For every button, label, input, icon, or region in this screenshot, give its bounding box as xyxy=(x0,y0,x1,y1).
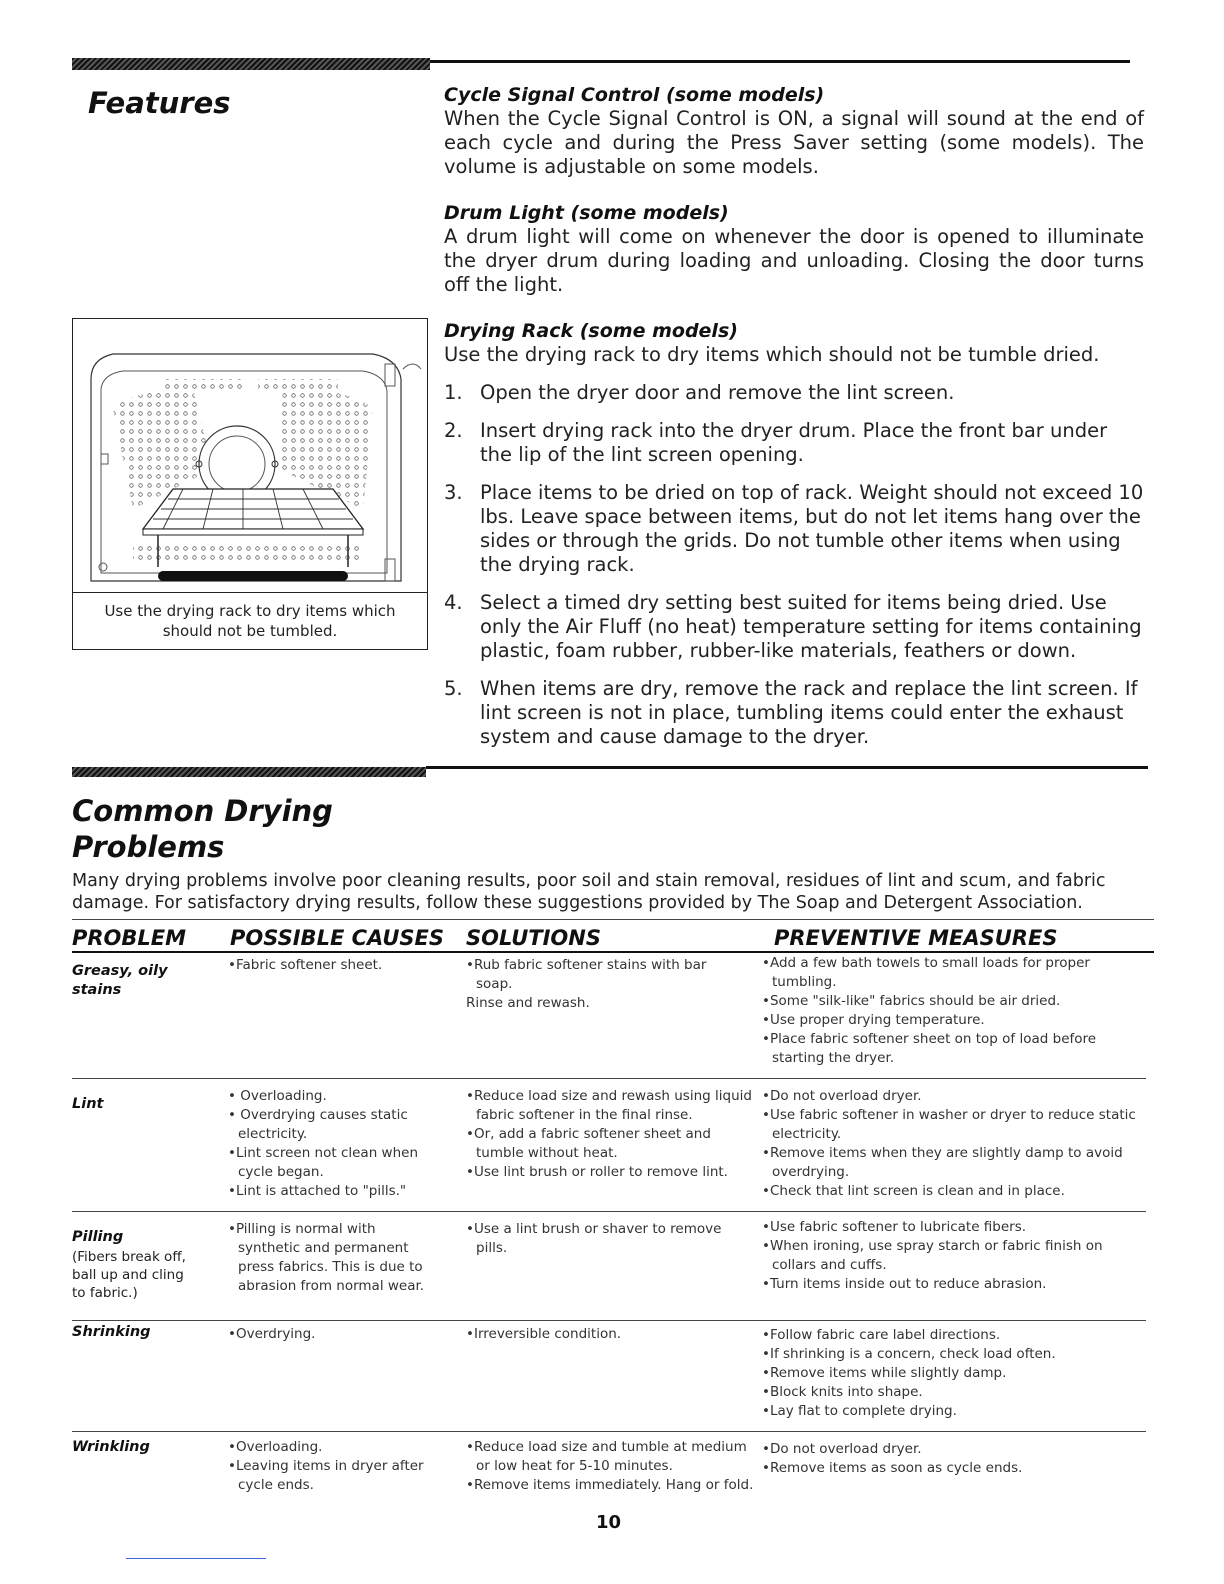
solutions-cell: •Irreversible condition. xyxy=(466,1326,622,1342)
cycle-signal-body: When the Cycle Signal Control is ON, a signal will sound at the end of each cycle and during the Press Saver setting (some models). The volume is adjustable on some models. xyxy=(444,107,1144,178)
causes-cell: • Overloading. • Overdrying causes static electricity. •Lint screen not clean when cycle began. •Lint is attached to "pills." xyxy=(228,1088,419,1199)
header-solutions: SOLUTIONS xyxy=(466,926,601,950)
causes-cell: •Overdrying. xyxy=(228,1326,316,1342)
step-item: 3. Place items to be dried on top of rack. Weight should not exceed 10 lbs. Leave space between items, but do not let items hang over the sides or through the grids. Do not tumble other items when using the drying rack. xyxy=(444,481,1144,576)
bottom-link-line xyxy=(126,1558,266,1559)
preventive-cell: •Use fabric softener to lubricate fibers. •When ironing, use spray starch or fabric finish on collars and cuffs. •Turn items inside out to reduce abrasion. xyxy=(762,1219,1103,1292)
drying-rack-figure xyxy=(72,318,428,650)
header-rule xyxy=(72,951,1154,953)
drying-rack-heading: Drying Rack (some models) xyxy=(444,320,738,342)
middle-rule-bar xyxy=(72,767,426,777)
problems-title-line1: Common Drying xyxy=(72,794,333,828)
table-row xyxy=(72,1436,1154,1516)
problem-cell: Pilling xyxy=(72,1229,124,1245)
problem-cell: Greasy, oily stains xyxy=(72,963,168,998)
table-row xyxy=(72,1085,1154,1205)
problems-intro: Many drying problems involve poor cleaning results, poor soil and stain removal, residues of lint and scum, and fabric damage. For satisfactory drying results, follow these suggestions provided by The Soap and Detergent Association. xyxy=(72,871,1106,913)
row-divider xyxy=(72,1431,1146,1432)
figure-caption: Use the drying rack to dry items which should not be tumbled. xyxy=(73,592,427,649)
drying-rack-steps xyxy=(444,381,1144,749)
preventive-cell: •Add a few bath towels to small loads for proper tumbling. •Some "silk-like" fabrics should be air dried. •Use proper drying temperature. •Place fabric softener sheet on top of load before starting the dryer. xyxy=(762,955,1097,1066)
drum-light-heading: Drum Light (some models) xyxy=(444,202,729,224)
dryer-drum-illustration xyxy=(73,319,427,609)
table-row xyxy=(72,1323,1154,1423)
page-number: 10 xyxy=(596,1512,622,1533)
header-problem: PROBLEM xyxy=(72,926,187,950)
solutions-cell: •Rub fabric softener stains with bar soap. Rinse and rewash. xyxy=(466,957,707,1011)
middle-rule-line xyxy=(426,766,1148,769)
problem-cell: Shrinking xyxy=(72,1324,151,1340)
top-rule-line xyxy=(430,60,1130,63)
preventive-cell: •Do not overload dryer. •Remove items as soon as cycle ends. xyxy=(762,1441,1023,1476)
header-causes: POSSIBLE CAUSES xyxy=(230,926,444,950)
drying-rack-body: Use the drying rack to dry items which should not be tumble dried. xyxy=(444,343,1100,366)
table-row xyxy=(72,954,1154,1074)
row-divider xyxy=(72,1211,1146,1212)
problem-cell: Lint xyxy=(72,1096,104,1112)
problems-title-line2: Problems xyxy=(72,830,225,864)
causes-cell: •Overloading. •Leaving items in dryer after cycle ends. xyxy=(228,1439,424,1493)
features-column xyxy=(444,84,1144,763)
solutions-cell: •Reduce load size and tumble at medium or low heat for 5-10 minutes. •Remove items immediately. Hang or fold. xyxy=(466,1439,754,1493)
step-item: 4. Select a timed dry setting best suited for items being dried. Use only the Air Fluff (no heat) temperature setting for items containing plastic, foam rubber, rubber-like materials, feathers or down. xyxy=(444,591,1142,662)
preventive-cell: •Follow fabric care label directions. •If shrinking is a concern, check load often. •Remove items while slightly damp. •Block knits into shape. •Lay flat to complete drying. xyxy=(762,1327,1056,1419)
solutions-cell: •Use a lint brush or shaver to remove pills. xyxy=(466,1221,722,1256)
step-item: 1. Open the dryer door and remove the lint screen. xyxy=(444,381,955,404)
preventive-cell: •Do not overload dryer. •Use fabric softener in washer or dryer to reduce static electricity. •Remove items when they are slightly damp to avoid overdrying. •Check that lint screen is clean and in place. xyxy=(762,1088,1136,1199)
top-rule-bar xyxy=(72,58,430,70)
step-item: 5. When items are dry, remove the rack and replace the lint screen. If lint screen is not in place, tumbling items could enter the exhaust system and cause damage to the dryer. xyxy=(444,677,1138,748)
row-divider xyxy=(72,1078,1146,1079)
header-preventive: PREVENTIVE MEASURES xyxy=(774,926,1058,950)
table-top-rule xyxy=(72,919,1154,920)
drum-light-body: A drum light will come on whenever the door is opened to illuminate the dryer drum during loading and unloading. Closing the door turns off the light. xyxy=(444,225,1144,296)
problem-cell: Wrinkling xyxy=(72,1439,150,1455)
causes-cell: •Fabric softener sheet. xyxy=(228,957,383,973)
table-row xyxy=(72,1218,1154,1318)
row-divider xyxy=(72,1320,1146,1321)
step-item: 2. Insert drying rack into the dryer drum. Place the front bar under the lip of the lint screen opening. xyxy=(444,419,1108,466)
solutions-cell: •Reduce load size and rewash using liquid fabric softener in the final rinse. •Or, add a fabric softener sheet and tumble without heat. •Use lint brush or roller to remove lint. xyxy=(466,1088,752,1180)
features-title: Features xyxy=(88,86,231,120)
causes-cell: •Pilling is normal with synthetic and permanent press fabrics. This is due to abrasion from normal wear. xyxy=(228,1221,425,1294)
cycle-signal-heading: Cycle Signal Control (some models) xyxy=(444,84,825,106)
problem-subtext: (Fibers break off, ball up and cling to fabric.) xyxy=(72,1249,186,1301)
